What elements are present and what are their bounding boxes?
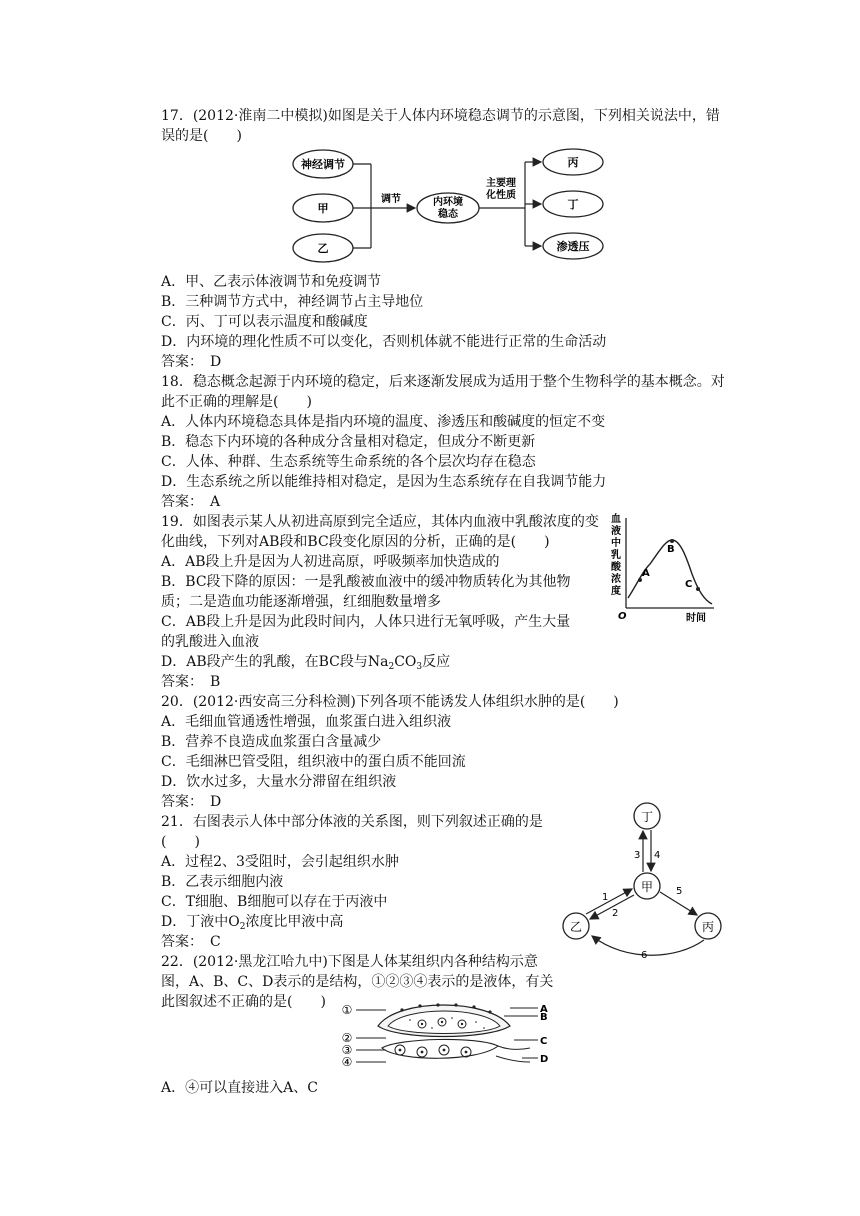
q22-option-a: A．④可以直接进入A、C (161, 1080, 318, 1096)
q21-node-jia: 甲 (640, 880, 654, 894)
q17-center-line1: 内环境 (433, 197, 463, 208)
q19-option-b-line1: B．BC段下降的原因：一是乳酸被血液中的缓冲物质转化为其他物 (161, 574, 571, 590)
q20-answer: 答案： D (161, 794, 222, 810)
q20-option-d: D．饮水过多，大量水分滞留在组织液 (161, 774, 397, 790)
q22-diagram (338, 1000, 554, 1074)
q17-arrow2-label2: 化性质 (486, 190, 516, 201)
q17-node-ding: 丁 (567, 198, 579, 211)
q17-node-bing: 丙 (567, 156, 579, 169)
q17-option-b: B．三种调节方式中，神经调节占主导地位 (161, 294, 424, 310)
q21-arrow-6: 6 (641, 950, 648, 960)
q19-option-d-post: 反应 (422, 654, 451, 670)
q17-center-line2: 稳态 (438, 209, 458, 220)
q17-node-yi: 乙 (317, 242, 329, 255)
q17-arrow2-label1: 主要理 (486, 178, 516, 189)
q22-label-a: A (540, 1004, 548, 1015)
q22-stem-line3: 此图叙述不正确的是( ) (161, 994, 326, 1010)
q21-diagram (556, 800, 736, 960)
q17-answer: 答案： D (161, 354, 222, 370)
q22-stem-line1: 22．(2012·黑龙江哈九中)下图是人体某组织内各种结构示意 (161, 954, 538, 970)
q19-option-c-line1: C．AB段上升是因为此段时间内，人体只进行无氧呼吸，产生大量 (161, 614, 571, 630)
q19-ylabel-7: 度 (611, 586, 621, 597)
q19-option-c-line2: 的乳酸进入血液 (161, 634, 259, 650)
q21-node-yi: 乙 (569, 920, 583, 934)
q19-stem-line1: 19．如图表示某人从初进高原到完全适应，其体内血液中乳酸浓度的变 (161, 514, 599, 530)
q20-stem: 20．(2012·西安高三分科检测)下列各项不能诱发人体组织水肿的是( ) (161, 694, 619, 710)
q21-arrow-5: 5 (676, 886, 683, 897)
q21-option-a: A．过程2、3受阻时，会引起组织水肿 (161, 854, 399, 870)
q21-answer: 答案： C (161, 934, 221, 950)
q17-diagram (285, 146, 615, 270)
q19-ylabel-3: 中 (611, 538, 621, 549)
q18-option-a: A．人体内环境稳态具体是指内环境的温度、渗透压和酸碱度的恒定不变 (161, 414, 606, 430)
q21-stem-line1: 21．右图表示人体中部分体液的关系图，则下列叙述正确的是 (161, 814, 543, 830)
q19-ylabel-1: 血 (611, 514, 621, 525)
q22-label-4: ④ (341, 1055, 353, 1069)
q18-option-c: C．人体、种群、生态系统等生命系统的各个层次均存在稳态 (161, 454, 536, 470)
q19-answer: 答案： B (161, 674, 221, 690)
q19-ylabel-4: 乳 (611, 550, 621, 561)
q19-ylabel-5: 酸 (611, 562, 621, 573)
q19-option-d-mid: CO (394, 654, 417, 670)
q21-option-d-post: 浓度比甲液中高 (245, 914, 344, 930)
q22-label-b: B (540, 1012, 548, 1023)
q17-node-nerve: 神经调节 (301, 158, 345, 171)
q19-stem-line2: 化曲线，下列对AB段和BC段变化原因的分析，正确的是( ) (161, 534, 550, 550)
q22-label-d: D (540, 1054, 549, 1065)
q18-option-d: D．生态系统之所以能维持相对稳定，是因为生态系统存在自我调节能力 (161, 474, 607, 490)
q17-stem-line1: 17．(2012·淮南二中模拟)如图是关于人体内环境稳态调节的示意图，下列相关说法中，错 (161, 108, 720, 124)
q22-stem-line2: 图，A、B、C、D表示的是结构，①②③④表示的是液体，有关 (161, 974, 554, 990)
q19-origin: O (618, 611, 627, 622)
q19-option-d-sub2: 3 (416, 662, 423, 672)
q17-option-d: D．内环境的理化性质不可以变化，否则机体就不能进行正常的生命活动 (161, 334, 607, 350)
q18-stem-line2: 此不正确的理解是( ) (161, 394, 312, 410)
q18-answer: 答案： A (161, 494, 221, 510)
q21-option-b: B．乙表示细胞内液 (161, 874, 284, 890)
q17-node-jia: 甲 (317, 202, 329, 215)
q19-graph (606, 510, 718, 626)
q17-stem-line2: 误的是( ) (161, 128, 242, 144)
q21-arrow-1: 1 (602, 892, 609, 903)
q19-point-b: B (667, 544, 675, 555)
q21-node-ding: 丁 (640, 810, 654, 824)
q20-option-a: A．毛细血管通透性增强，血浆蛋白进入组织液 (161, 714, 452, 730)
q20-option-b: B．营养不良造成血浆蛋白含量减少 (161, 734, 382, 750)
q17-node-osmotic: 渗透压 (556, 240, 590, 253)
q17-arrow1-label: 调节 (381, 194, 401, 205)
q19-xlabel: 时间 (686, 613, 706, 624)
q21-node-bing: 丙 (701, 920, 715, 934)
q20-option-c: C．毛细淋巴管受阻，组织液中的蛋白质不能回流 (161, 754, 466, 770)
q21-option-d-pre: D．丁液中O (161, 914, 240, 930)
q21-stem-line2: ( ) (161, 834, 200, 850)
q19-point-c: C (685, 579, 693, 590)
q21-arrow-4: 4 (654, 850, 661, 861)
q21-option-c: C．T细胞、B细胞可以存在于丙液中 (161, 894, 388, 910)
q22-label-2: ② (341, 1031, 353, 1045)
q19-option-d-sub1: 2 (388, 662, 395, 672)
q22-label-1: ① (341, 1003, 353, 1017)
q22-label-3: ③ (341, 1043, 353, 1057)
q17-option-c: C．丙、丁可以表示温度和酸碱度 (161, 314, 368, 330)
q22-label-c: C (540, 1036, 548, 1047)
q19-option-d-pre: D．AB段产生的乳酸，在BC段与Na (161, 654, 389, 670)
q21-arrow-3: 3 (634, 850, 641, 861)
q19-option-a: A．AB段上升是因为人初进高原，呼吸频率加快造成的 (161, 554, 500, 570)
q21-option-d-sub: 2 (239, 922, 246, 932)
q21-arrow-2: 2 (612, 908, 619, 919)
q19-point-a: A (642, 568, 650, 579)
q18-option-b: B．稳态下内环境的各种成分含量相对稳定，但成分不断更新 (161, 434, 536, 450)
q19-ylabel-2: 液 (611, 526, 621, 537)
q19-ylabel-6: 浓 (611, 574, 621, 585)
q18-stem-line1: 18．稳态概念起源于内环境的稳定，后来逐渐发展成为适用于整个生物科学的基本概念。对 (161, 374, 725, 390)
q17-option-a: A．甲、乙表示体液调节和免疫调节 (161, 274, 382, 290)
q19-option-b-line2: 质；二是造血功能逐渐增强，红细胞数量增多 (161, 594, 441, 610)
